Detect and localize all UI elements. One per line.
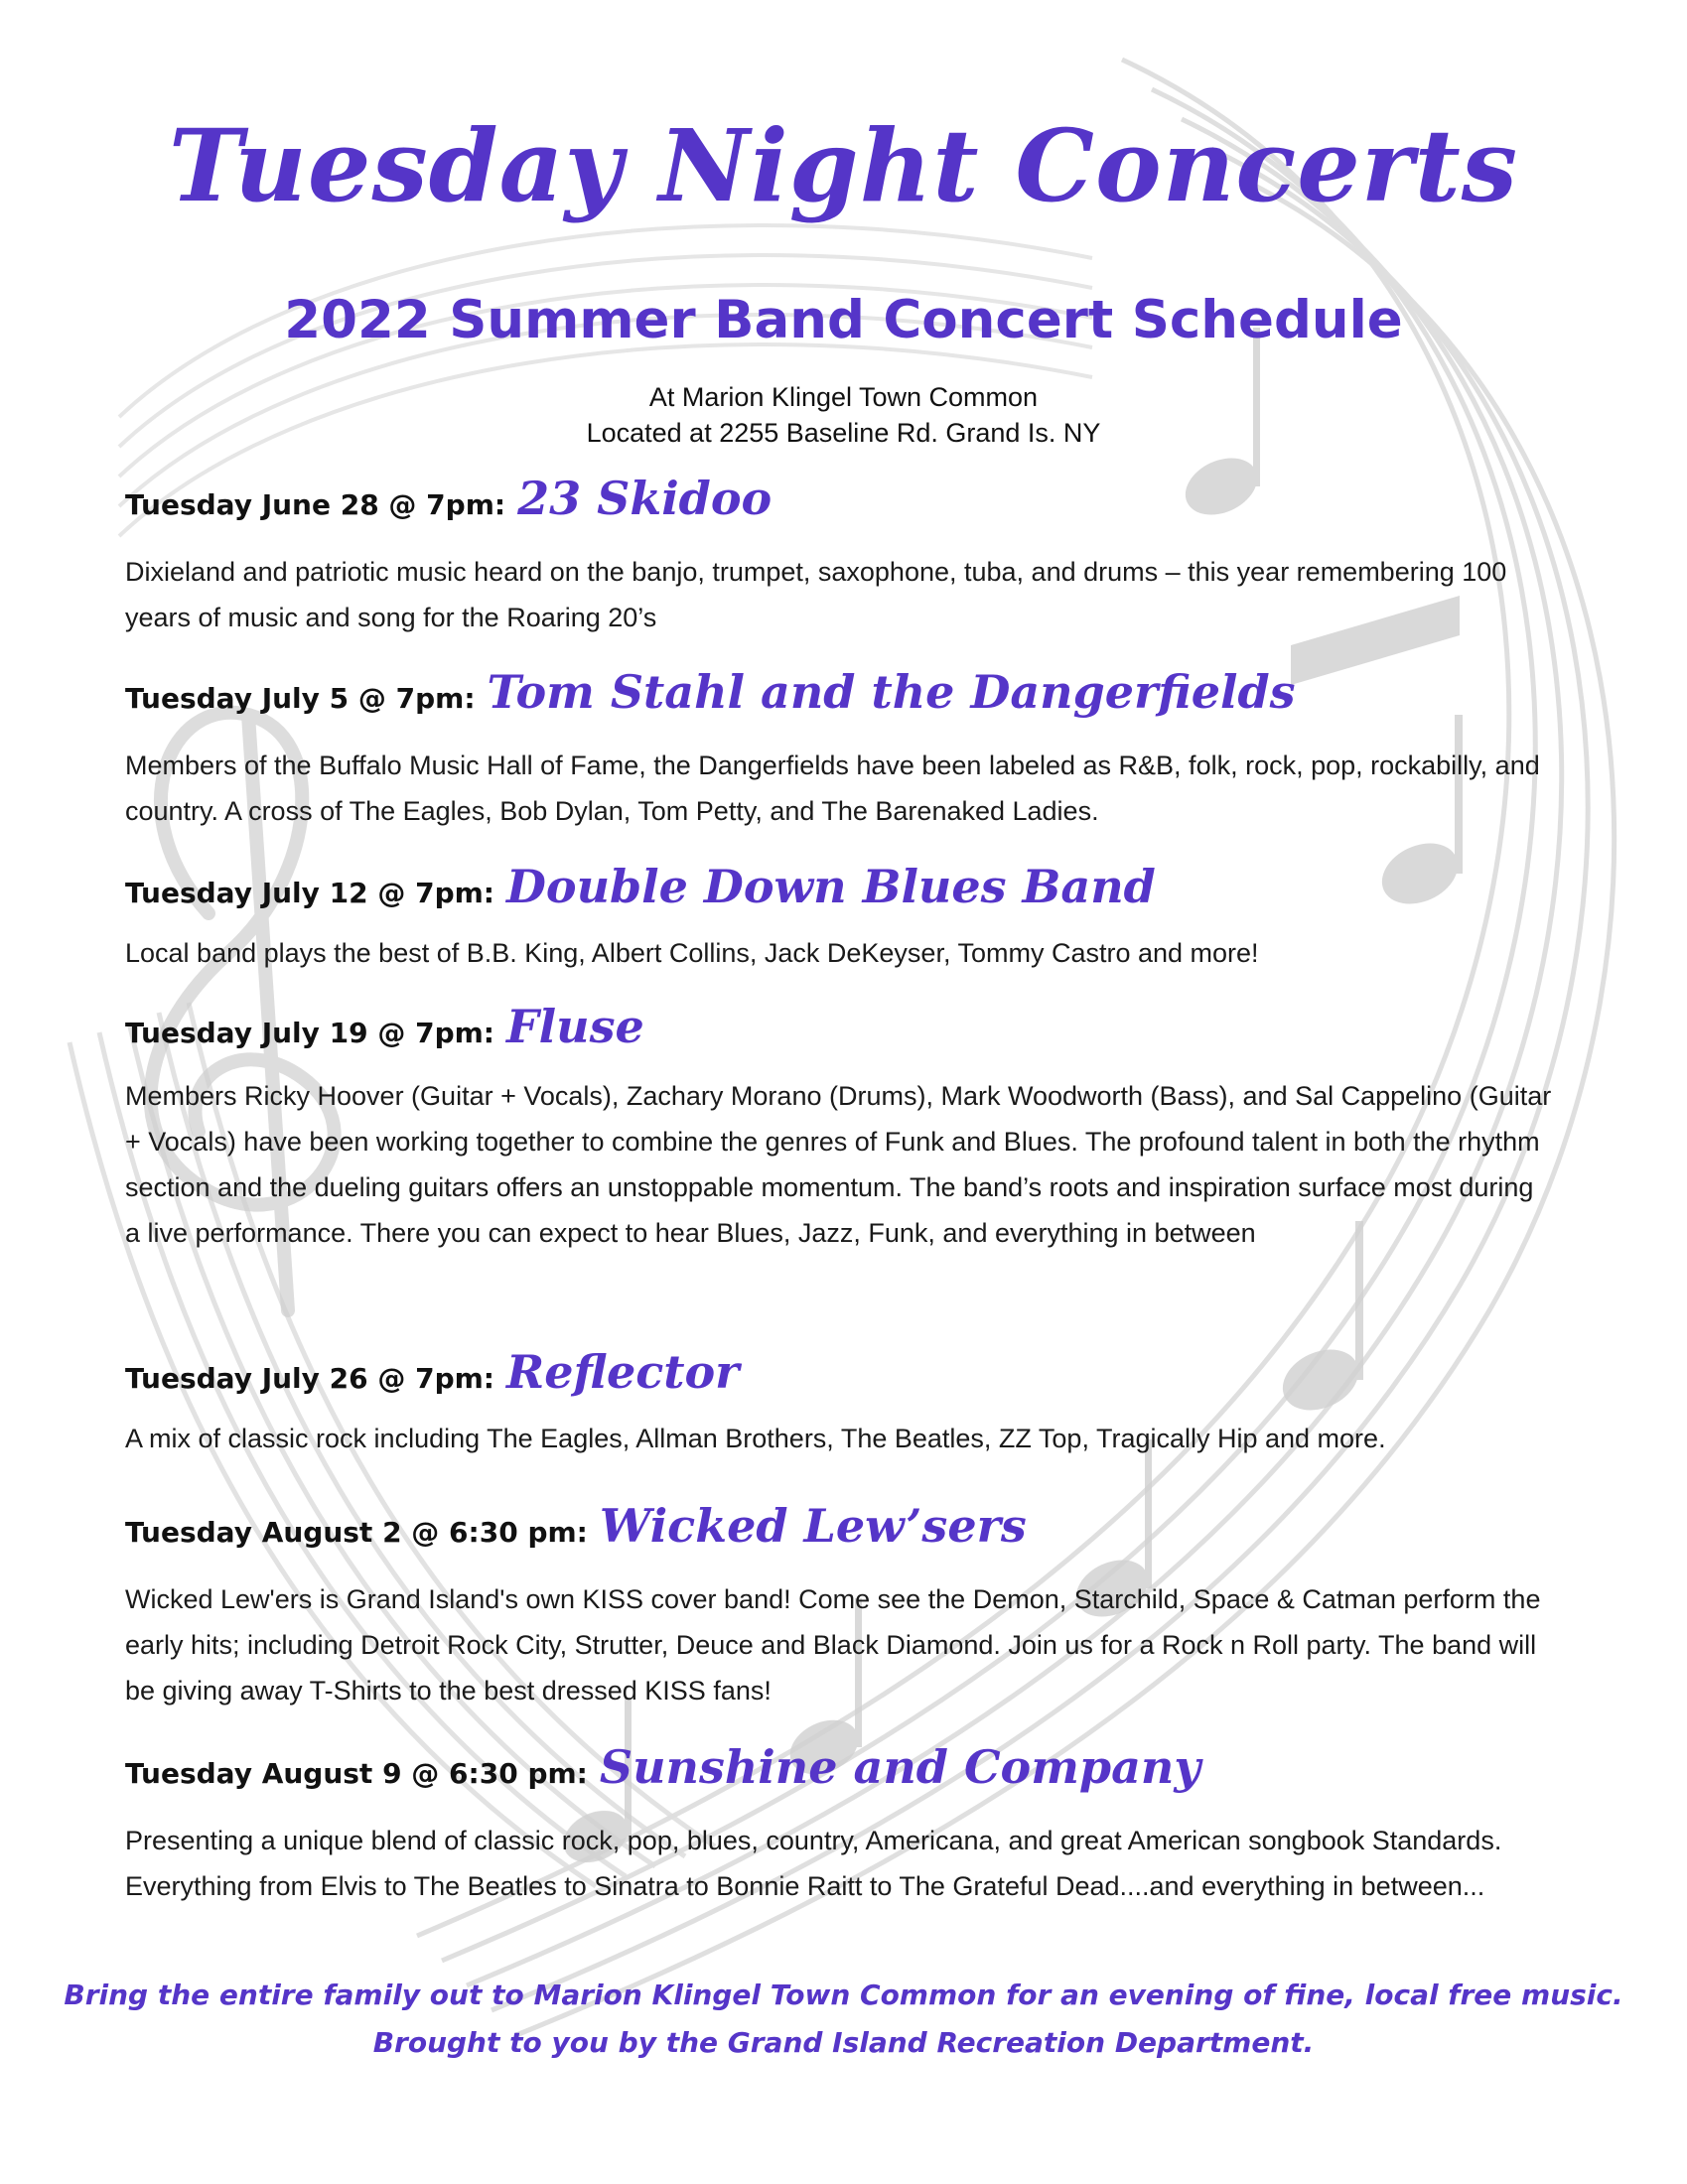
concert-date: Tuesday July 5 @ 7pm: [125, 682, 476, 715]
concert-date: Tuesday August 2 @ 6:30 pm: [125, 1516, 588, 1549]
concert-heading [125, 1499, 1027, 1553]
venue-street-address: Located at 2255 Baseline Rd. Grand Is. NY [586, 418, 1101, 448]
band-name: Reflector [506, 1345, 740, 1399]
concert-date: Tuesday July 12 @ 7pm: [125, 877, 494, 909]
concert-date: Tuesday August 9 @ 6:30 pm: [125, 1757, 588, 1790]
footer-note [0, 1972, 1687, 2067]
band-name: Sunshine and Company [599, 1740, 1201, 1794]
concert-date: Tuesday July 19 @ 7pm: [125, 1017, 494, 1049]
concert-description: A mix of classic rock including The Eagles, Allman Brothers, The Beatles, ZZ Top, Tragically Hip and more. [125, 1424, 1386, 1453]
venue-name: At Marion Klingel Town Common [648, 382, 1039, 412]
concert-description: Wicked Lew'ers is Grand Island's own KISS cover band! Come see the Demon, Starchild, Space & Catman perform the early hits; including Detroit Rock City, Strutter, Deuce and Black Diamond. Join us for a Rock n Roll party. The band will be giving away T-Shirts to the best dressed KISS fans! [125, 1584, 1541, 1706]
concert-description: Presenting a unique blend of classic rock, pop, blues, country, Americana, and great American songbook Standards. Everything from Elvis to The Beatles to Sinatra to Bonnie Raitt to The Grateful Dead....and everything in between... [125, 1826, 1502, 1901]
band-name: Tom Stahl and the Dangerfields [487, 665, 1296, 719]
concert-description: Local band plays the best of B.B. King, Albert Collins, Jack DeKeyser, Tommy Castro and more! [125, 938, 1259, 968]
concert-heading [125, 1740, 1200, 1794]
page-title: Tuesday Night Concerts [168, 107, 1519, 224]
concert-heading [125, 860, 1156, 913]
concert-heading [125, 1000, 644, 1053]
concert-date: Tuesday July 26 @ 7pm: [125, 1362, 494, 1395]
concert-description: Dixieland and patriotic music heard on the banjo, trumpet, saxophone, tuba, and drums – this year remembering 100 years of music and song for the Roaring 20’s [125, 557, 1507, 632]
concert-heading [125, 665, 1296, 719]
venue-address [0, 379, 1687, 451]
concert-heading [125, 472, 772, 525]
footer-sponsor: Brought to you by the Grand Island Recreation Department. [372, 2026, 1315, 2059]
concert-heading [125, 1345, 739, 1399]
band-name: Fluse [506, 1000, 644, 1053]
schedule-subtitle: 2022 Summer Band Concert Schedule [284, 290, 1403, 350]
concert-description: Members Ricky Hoover (Guitar + Vocals), Zachary Morano (Drums), Mark Woodworth (Bass), and Sal Cappelino (Guitar + Vocals) have been working together to combine the genres of Funk and Blues. The profound talent in both the rhythm section and the dueling guitars offers an unstoppable momentum. The band’s roots and inspiration surface most during a live performance. There you can expect to hear Blues, Jazz, Funk, and everything in between [125, 1081, 1552, 1248]
band-name: 23 Skidoo [517, 472, 773, 525]
band-name: Double Down Blues Band [506, 860, 1156, 913]
concert-description: Members of the Buffalo Music Hall of Fame, the Dangerfields have been labeled as R&B, folk, rock, pop, rockabilly, and country. A cross of The Eagles, Bob Dylan, Tom Petty, and The Barenaked Ladies. [125, 751, 1540, 826]
footer-invitation: Bring the entire family out to Marion Klingel Town Common for an evening of fine, local free music. [64, 1979, 1623, 2011]
band-name: Wicked Lew’sers [599, 1499, 1027, 1553]
concert-date: Tuesday June 28 @ 7pm: [125, 488, 506, 521]
